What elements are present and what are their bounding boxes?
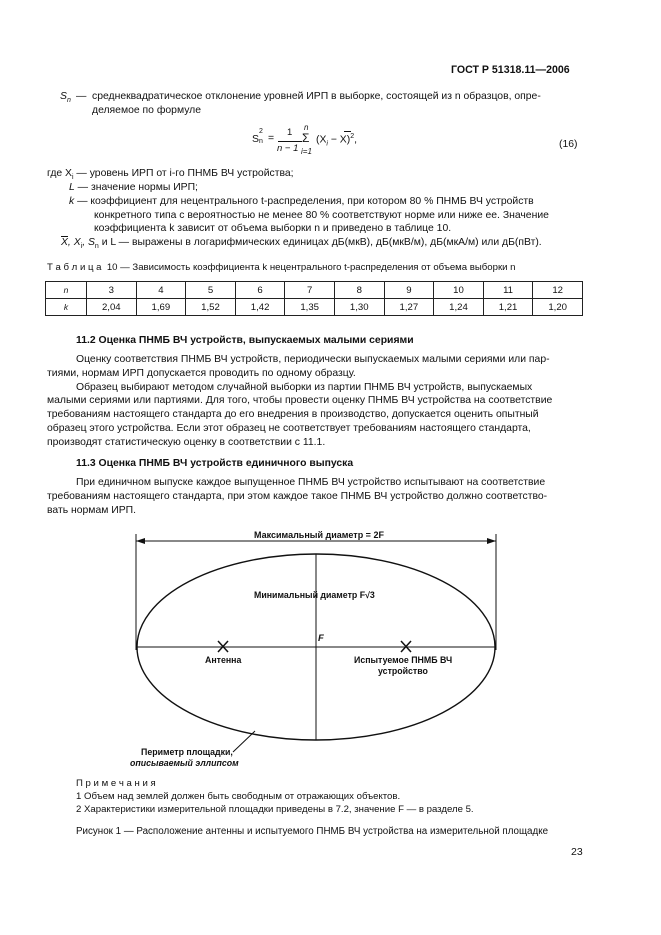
- def-k-cont-1: конкретного типа с вероятностью не менее 80 % соответствуют норме или ниже ее. Значение: [94, 210, 549, 221]
- device-label-line2: устройство: [378, 666, 428, 676]
- document-header: ГОСТ Р 51318.11—2006: [451, 64, 570, 76]
- table-cell: 1,52: [186, 299, 236, 316]
- note-1: 1 Объем над землей должен быть свободным от отражающих объектов.: [76, 791, 401, 802]
- sec112-p2-line3: требованиям настоящего стандарта до его внедрения в производство, допускается оценить опытный: [47, 409, 539, 420]
- sec112-p2-line4: образец этого устройства. Если этот образец не соответствует требованиям настоящего стандарта,: [47, 423, 531, 434]
- table-cell: 6: [235, 282, 285, 299]
- table-cell: 9: [384, 282, 434, 299]
- sec113-p1-line1: При единичном выпуске каждое выпущенное ПНМБ ВЧ устройство испытывают на соответствие: [76, 477, 546, 488]
- formula-body: $(X_i - X)^2$,: [316, 133, 357, 148]
- sec113-p1-line3: вать нормам ИРП.: [47, 505, 137, 516]
- sec112-p2-line5: производят статистическую оценку в соответствии с 11.1.: [47, 437, 326, 448]
- def-l: L — значение нормы ИРП;: [69, 182, 198, 193]
- def-k-cont-2: коэффициента k зависит от объема выборки n и приведено в таблице 10.: [94, 223, 452, 234]
- arrow-left-icon: [136, 538, 145, 544]
- sec113-p1-line2: требованиям настоящего стандарта, при этом каждое такое ПНМБ ВЧ устройство должно соответство-: [47, 491, 548, 502]
- note-2: 2 Характеристики измерительной площадки приведены в 7.2, значение F — в разделе 5.: [76, 804, 474, 815]
- arrow-right-icon: [487, 538, 496, 544]
- def-units: X, $X_i$, $S_n$ и L — выражены в логарифмических единицах дБ(мкВ), дБ(мкВ/м), дБ(мкА/м) или дБ(пВт).: [61, 237, 542, 251]
- sec112-p1-line1: Оценку соответствия ПНМБ ВЧ устройств, периодически выпускаемых малыми сериями или пар-: [76, 354, 550, 365]
- def-xi: где $X_i$ — уровень ИРП от i-го ПНМБ ВЧ устройства;: [47, 168, 294, 182]
- max-diameter-label: Максимальный диаметр = 2F: [254, 530, 384, 540]
- min-diameter-label: Минимальный диаметр F√3: [254, 590, 375, 600]
- notes-heading: П р и м е ч а н и я: [76, 778, 156, 789]
- table-cell: 1,21: [483, 299, 533, 316]
- table-cell: 1,69: [136, 299, 186, 316]
- table-cell: 8: [334, 282, 384, 299]
- sec112-p2-line2: малыми сериями или партиями. Для того, чтобы провести оценку ПНМБ ВЧ устройства на соответствие: [47, 395, 553, 406]
- table-cell: 1,24: [434, 299, 484, 316]
- table-cell: 5: [186, 282, 236, 299]
- formula-sum-upper: n: [304, 123, 309, 132]
- formula-numerator: 1: [287, 127, 293, 138]
- table-caption: Т а б л и ц а 10 — Зависимость коэффициента k нецентрального t-распределения от объема выборки n: [47, 262, 516, 273]
- perimeter-label-line1: Периметр площадки,: [141, 747, 233, 757]
- table-cell: 1,35: [285, 299, 335, 316]
- table-cell: 11: [483, 282, 533, 299]
- sn-symbol: $S_n$: [60, 91, 71, 105]
- formula-denominator: n − 1: [277, 143, 299, 154]
- figure-caption: Рисунок 1 — Расположение антенны и испытуемого ПНМБ ВЧ устройства на измерительной площадке: [76, 826, 549, 837]
- formula-number: (16): [559, 139, 578, 150]
- center-label: F: [318, 633, 324, 644]
- section-11-2-title: 11.2 Оценка ПНМБ ВЧ устройств, выпускаемых малыми сериями: [76, 335, 414, 346]
- antenna-label: Антенна: [205, 655, 242, 665]
- section-11-3-title: 11.3 Оценка ПНМБ ВЧ устройств единичного выпуска: [76, 458, 354, 469]
- sn-definition-line1: среднеквадратическое отклонение уровней ИРП в выборке, состоящей из n образцов, опре-: [92, 91, 541, 102]
- table-cell: 1,27: [384, 299, 434, 316]
- sec112-p1-line2: тиями, нормам ИРП допускается проводить по одному образцу.: [47, 368, 356, 379]
- sn-dash: —: [76, 91, 87, 102]
- table-cell: 12: [533, 282, 583, 299]
- table-cell: 3: [87, 282, 137, 299]
- device-label-line1: Испытуемое ПНМБ ВЧ: [354, 655, 453, 665]
- table-cell: 1,30: [334, 299, 384, 316]
- table-cell: 1,20: [533, 299, 583, 316]
- def-k: k — коэффициент для нецентрального t-распределения, при котором 80 % ПНМБ ВЧ устройств: [69, 196, 534, 207]
- formula-equals: =: [268, 133, 275, 144]
- table-cell: 4: [136, 282, 186, 299]
- formula-lhs: S 2 n: [252, 128, 263, 145]
- table-cell: 2,04: [87, 299, 137, 316]
- table-row-label: n: [46, 282, 87, 299]
- page-number: 23: [571, 846, 583, 858]
- sec112-p2-line1: Образец выбирают методом случайной выборки из партии ПНМБ ВЧ устройств, выпускаемых: [76, 382, 533, 393]
- table-row-label: k: [46, 299, 87, 316]
- table-cell: 7: [285, 282, 335, 299]
- table-cell: 1,42: [235, 299, 285, 316]
- table-cell: 10: [434, 282, 484, 299]
- perimeter-label-line2: описываемый эллипсом: [130, 758, 239, 768]
- perimeter-leader-line: [233, 731, 255, 752]
- formula-sum-lower: i=1: [301, 147, 312, 156]
- sn-definition-line2: деляемое по формуле: [92, 105, 202, 116]
- formula-sigma: Σ: [302, 131, 310, 145]
